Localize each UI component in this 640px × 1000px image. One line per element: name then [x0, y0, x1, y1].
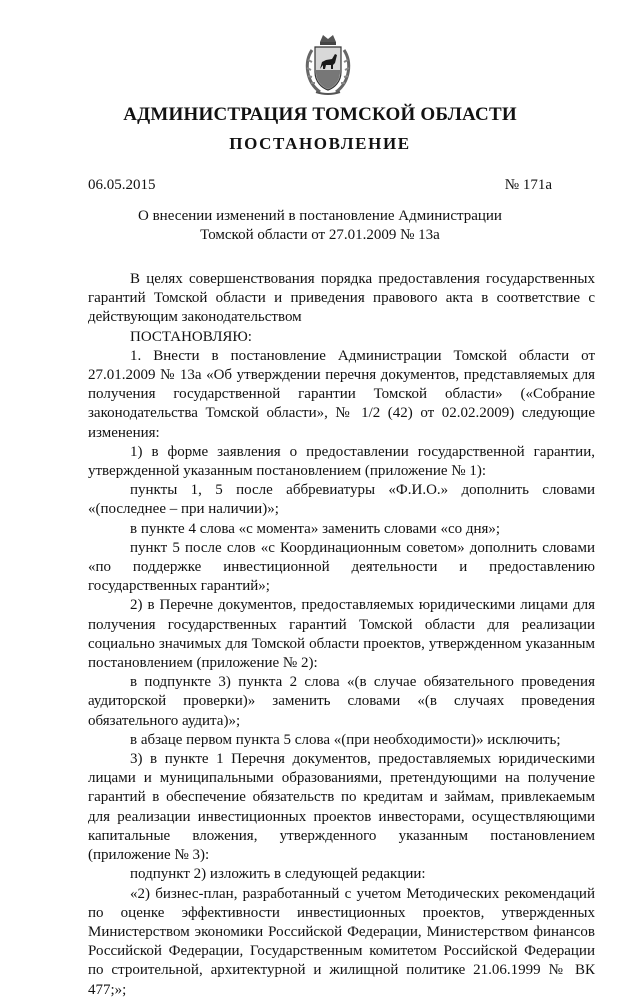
- body-paragraph: «2) бизнес-план, разработанный с учетом Методических рекомендаций по оценке эффективности инвестиционных проектов, утвержденных Министерством экономики Российской Федерации, Министерством финансов Российской Федерации, Государственным комитетом Российской Федерации по строительной, архитектурной и жилищной политике 21.06.1999 № ВК 477;»;: [88, 885, 595, 998]
- body-paragraph: 3) в пункте 1 Перечня документов, предоставляемых юридическими лицами и муниципальными образованиями, претендующими на получение гарантий в обеспечение обязательств по кредитам и займам, привлекаемым для реализации инвестиционных проектов инвесторами, осуществляющими капитальные вложения, утвержденного указанным постановлением (приложение № 3):: [88, 751, 595, 864]
- body-paragraph: подпункт 2) изложить в следующей редакции:: [130, 866, 426, 883]
- body-paragraph: пункты 1, 5 после аббревиатуры «Ф.И.О.» дополнить словами «(последнее – при наличии)»;: [88, 482, 595, 518]
- subject-line: О внесении изменений в постановление Администрации: [138, 208, 502, 224]
- body-paragraph: 1. Внести в постановление Администрации Томской области от 27.01.2009 № 13а «Об утверждении перечня документов, представляемых для получения государственной гарантии Томской области» («Собрание законодательства Томской области», № 1/2 (42) от 02.02.2009) следующие изменения:: [88, 347, 595, 441]
- body-paragraph: В целях совершенствования порядка предоставления государственных гарантий Томской области и приведения правового акта в соответствие с действующим законодательством: [88, 271, 595, 326]
- body-paragraph: в абзаце первом пункта 5 слова «(при необходимости)» исключить;: [130, 731, 561, 748]
- document-number: № 171а: [504, 177, 552, 193]
- body-paragraph: в пункте 4 слова «с момента» заменить словами «со дня»;: [130, 520, 501, 537]
- document-type-title: ПОСТАНОВЛЕНИЕ: [229, 134, 411, 153]
- tomsk-region-coat-of-arms-icon: [298, 32, 358, 98]
- document-date: 06.05.2015: [88, 177, 156, 193]
- body-paragraph: в подпункте 3) пункта 2 слова «(в случае обязательного проведения аудиторской проверки)» заменить словами «(в случаях проведения обязательного аудита)»;: [88, 674, 595, 729]
- document-subject: [0, 207, 640, 245]
- body-paragraph: ПОСТАНОВЛЯЮ:: [130, 328, 252, 345]
- organization-title: АДМИНИСТРАЦИЯ ТОМСКОЙ ОБЛАСТИ: [123, 104, 517, 125]
- body-paragraph: 1) в форме заявления о предоставлении государственной гарантии, утвержденной указанным постановлением (приложение № 1):: [88, 443, 595, 480]
- subject-line: Томской области от 27.01.2009 № 13а: [200, 227, 440, 243]
- body-paragraph: 2) в Перечне документов, предоставляемых юридическими лицами для получения государственных гарантий Томской области для реализации социально значимых для Томской области проектов, утвержденном указанным постановлением (приложение № 2):: [88, 597, 595, 672]
- document-body: [88, 270, 595, 1000]
- body-paragraph: пункт 5 после слов «с Координационным советом» дополнить словами «по поддержке инвестиционной деятельности и предоставлению государственных гарантий»;: [88, 539, 595, 595]
